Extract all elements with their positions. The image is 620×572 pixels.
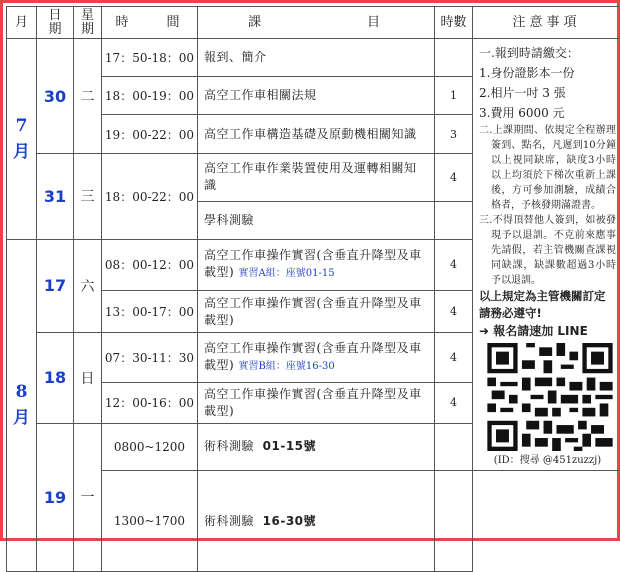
- course-cell: 術科測驗 01-15號: [198, 423, 435, 471]
- header-month: 月: [7, 7, 37, 39]
- header-notes: 注意事項: [473, 7, 620, 39]
- hours-cell: [435, 39, 473, 77]
- notes-item: 3.費用 6000 元: [479, 103, 616, 123]
- qr-code-icon[interactable]: [487, 343, 613, 451]
- weekday-cell: 日: [74, 333, 102, 424]
- time-cell: 19：00-22：00: [102, 115, 198, 154]
- table-row: [7, 39, 620, 77]
- course-cell: 報到、簡介: [198, 39, 435, 77]
- month-august: 8 月: [7, 239, 37, 572]
- hours-cell: 1: [435, 77, 473, 115]
- time-cell: 08：00-12：00: [102, 239, 198, 291]
- line-id: (ID：搜尋 @451zuzzj): [479, 453, 616, 468]
- header-course: 課 目: [198, 7, 435, 39]
- line-signup: ➜ 報名請速加 LINE: [479, 322, 616, 340]
- weekday-cell: 一: [74, 423, 102, 572]
- course-cell: 學科測驗: [198, 201, 435, 239]
- notes-footer: 以上規定為主管機關訂定請務必遵守!: [479, 288, 616, 322]
- date-cell: 30: [37, 39, 74, 154]
- hours-cell: 3: [435, 115, 473, 154]
- course-cell: 術科測驗 16-30號: [198, 471, 435, 572]
- weekday-cell: 六: [74, 239, 102, 333]
- seat-range: 16-30號: [263, 514, 316, 528]
- date-cell: 19: [37, 423, 74, 572]
- notes-panel: [473, 39, 620, 471]
- notes-s2: 二.上課期間、依規定全程辦理簽到、點名，凡遲到10分鐘以上視同缺席，缺度3小時以上均須於下梯次重新上課後，方可參加測驗，成績合格者，予核發期滿證書。: [479, 123, 616, 213]
- seat-range: 01-15號: [263, 439, 316, 453]
- hours-cell: [435, 423, 473, 471]
- notes-item: 2.相片一吋 3 張: [479, 83, 616, 103]
- header-row: [7, 7, 620, 39]
- notes-s3: 三.不得頂替他人簽到，如被發現予以退訓。不克前來應事先請假，若主管機關查課視同缺課，缺課數超過3小時予以退訓。: [479, 213, 616, 288]
- group-note: 實習A組：座號01-15: [239, 268, 335, 279]
- time-cell: 07：30-11：30: [102, 333, 198, 383]
- time-cell: 18：00-19：00: [102, 77, 198, 115]
- time-cell: 13：00-17：00: [102, 291, 198, 333]
- hours-cell: 4: [435, 291, 473, 333]
- time-cell: 1300~1700: [102, 471, 198, 572]
- course-cell: 高空工作車操作實習(含垂直升降型及車載型): [198, 291, 435, 333]
- header-day: 日 期: [37, 7, 74, 39]
- header-hours: 時數: [435, 7, 473, 39]
- time-cell: 17：50-18：00: [102, 39, 198, 77]
- course-cell: 高空工作車構造基礎及原動機相關知識: [198, 115, 435, 154]
- date-cell: 17: [37, 239, 74, 333]
- course-cell: 高空工作車操作實習(含垂直升降型及車載型) 實習B組：座號16-30: [198, 333, 435, 383]
- time-cell: 0800~1200: [102, 423, 198, 471]
- course-cell: 高空工作車相關法規: [198, 77, 435, 115]
- date-cell: 18: [37, 333, 74, 424]
- month-july: 7 月: [7, 39, 37, 240]
- notes-s1-title: 一.報到時請繳交：: [479, 43, 616, 63]
- header-weekday: 星 期: [74, 7, 102, 39]
- weekday-cell: 二: [74, 39, 102, 154]
- hours-cell: [435, 471, 473, 572]
- course-cell: 高空工作車操作實習(含垂直升降型及車載型) 實習A組：座號01-15: [198, 239, 435, 291]
- weekday-cell: 三: [74, 154, 102, 240]
- hours-cell: [435, 201, 473, 239]
- hours-cell: 4: [435, 333, 473, 383]
- course-cell: 高空工作車操作實習(含垂直升降型及車載型): [198, 382, 435, 423]
- time-cell: 12：00-16：00: [102, 382, 198, 423]
- hours-cell: 4: [435, 154, 473, 202]
- group-note: 實習B組：座號16-30: [239, 361, 335, 372]
- header-time: 時 間: [102, 7, 198, 39]
- date-cell: 31: [37, 154, 74, 240]
- schedule-table: [6, 6, 620, 572]
- hours-cell: 4: [435, 382, 473, 423]
- notes-item: 1.身份證影本一份: [479, 63, 616, 83]
- hours-cell: 4: [435, 239, 473, 291]
- time-cell: 18：00-22：00: [102, 154, 198, 240]
- course-cell: 高空工作車作業裝置使用及運轉相關知識: [198, 154, 435, 202]
